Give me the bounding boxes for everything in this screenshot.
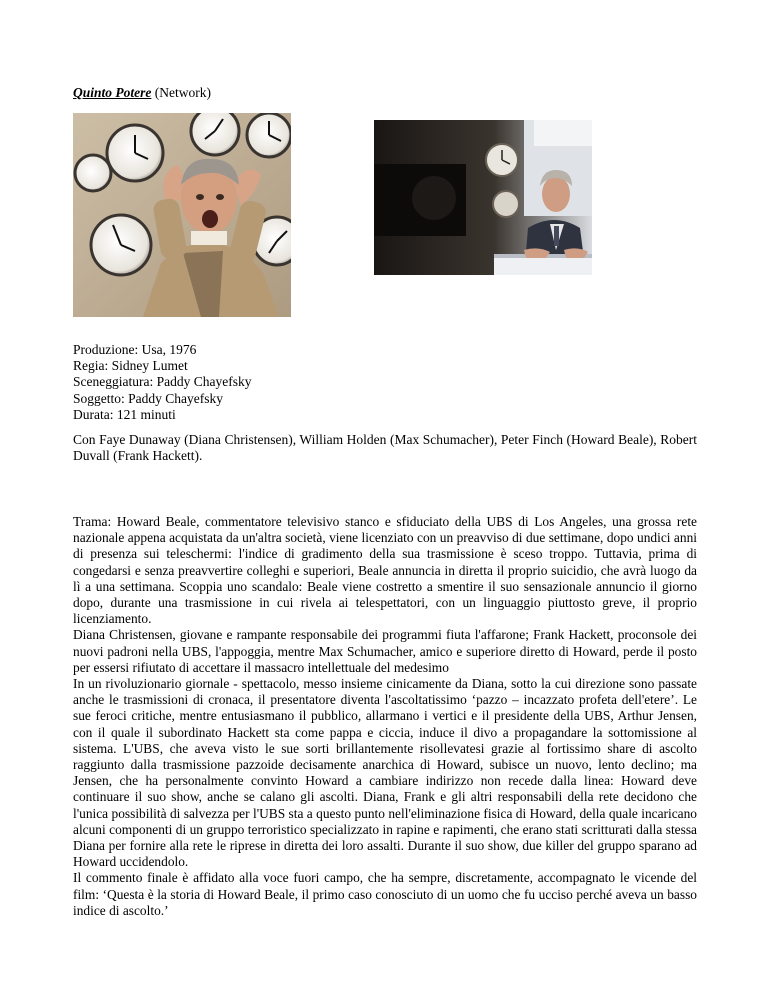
credit-screenplay: Sceneggiatura: Paddy Chayefsky bbox=[73, 374, 252, 390]
film-credits bbox=[73, 342, 251, 423]
plot-paragraph: In un rivoluzionario giornale - spettacolo, messo insieme cinicamente da Diana, sotto la cui direzione sono passate anche le trasmissioni di cronaca, il presentatore diventa l'ascoltatissimo ‘pazzo – incazzato profeta dell'etere’. Le sue feroci critiche, mentre entusiasmano il pubblico, allarmano i vertici e il presidente della UBS, Arthur Jensen, con il quale il subordinato Hackett sta come pappa e ciccia, induce il divo a propagandare la sottomissione al sistema. L'UBS, che aveva visto le sue sorti brillantemente risollevatesi grazie al fortissimo share di ascolto raggiunto dalla trasmissione pazzoide decisamente anarchica di Howard, subisce un nuovo, lento declino; ma Jensen, che ha personalmente convinto Howard a cambiare indirizzo non recede dalla linea: Howard deve continuare il suo show, anche se calano gli ascolti. Diana, Frank e gli altri responsabili della rete decidono che l'unica possibilità di salvezza per l'UBS sta a questo punto nell'eliminazione fisica di Howard, della quale incaricano alcuni componenti di un gruppo terroristico specializzato in rapine e rapimenti, che erano stati scritturati dalla stessa Diana per fornire alla rete le riprese in diretta dei loro assalti. Durante il suo show, due killer del gruppo sparano ad Howard uccidendolo. bbox=[73, 676, 697, 870]
plot-paragraph: Diana Christensen, giovane e rampante responsabile dei programmi fiuta l'affarone; Frank Hackett, proconsole dei nuovi padroni nella UBS, l'appoggia, mentre Max Schumacher, amico e superiore diretto di Howard, perde il posto per essersi rifiutato di accettare il massacro intellettuale del medesimo bbox=[73, 627, 697, 675]
credit-production: Produzione: Usa, 1976 bbox=[73, 342, 197, 357]
film-still-news-desk-icon bbox=[374, 120, 592, 275]
credit-story: Soggetto: Paddy Chayefsky bbox=[73, 390, 223, 406]
film-original-title: (Network) bbox=[154, 85, 211, 100]
film-title: Quinto Potere bbox=[73, 85, 152, 100]
credit-director: Regia: Sidney Lumet bbox=[73, 358, 188, 374]
film-still-howard-beale-clocks-icon bbox=[73, 113, 291, 317]
film-still-howard-beale-clocks bbox=[73, 113, 291, 317]
plot-paragraph: Il commento finale è affidato alla voce fuori campo, che ha sempre, discretamente, accompagnato le vicende del film: ‘Questa è la storia di Howard Beale, il primo caso conosciuto di un uomo che fu ucciso perché aveva un basso indice di ascolto.’ bbox=[73, 870, 697, 918]
plot-paragraph: Trama: Howard Beale, commentatore televisivo stanco e sfiduciato della UBS di Los Angeles, una grossa rete nazionale appena acquistata da un'altra società, viene licenziato con un preavviso di due settimane, dopo undici anni di presenza sui teleschermi: l'indice di gradimento della sua trasmissione è sceso troppo. Tuttavia, prima di congedarsi e senza preavvertire colleghi e superiori, Beale annuncia in diretta il proprio suicidio, che avrà luogo da lì a una settimana. Scoppia uno scandalo: Beale viene costretto a smentire il suo sensazionale annuncio il giorno dopo, durante una trasmissione in cui rivela ai telespettatori, con un linguaggio piuttosto greve, il proprio licenziamento. bbox=[73, 514, 697, 627]
credit-duration: Durata: 121 minuti bbox=[73, 406, 176, 422]
film-still-news-desk bbox=[374, 120, 592, 275]
film-title-line bbox=[73, 85, 211, 101]
film-cast: Con Faye Dunaway (Diana Christensen), William Holden (Max Schumacher), Peter Finch (Howard Beale), Robert Duvall (Frank Hackett). bbox=[73, 432, 697, 464]
film-plot bbox=[73, 514, 697, 919]
